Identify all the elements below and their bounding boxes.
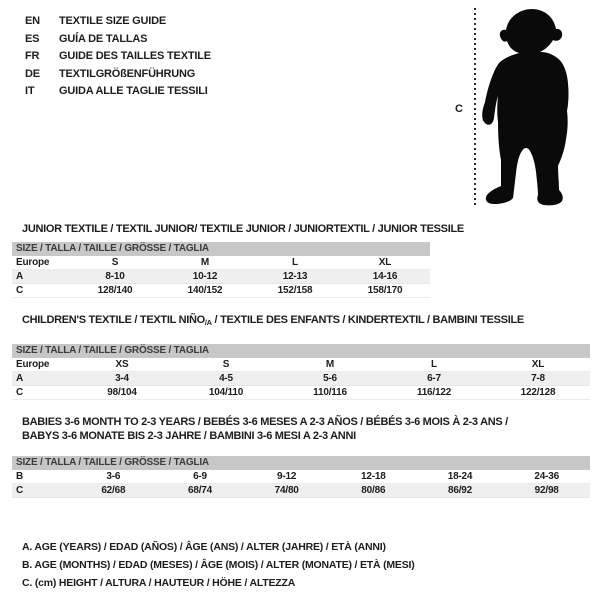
footnotes: [22, 538, 415, 592]
table-cell: 5-6: [323, 373, 337, 384]
table-cell: 9-12: [277, 471, 297, 482]
size-header: SIZE / TALLA / TAILLE / GRÖSSE / TAGLIA: [12, 456, 590, 470]
language-item: [25, 31, 211, 49]
footnote: C. (cm) HEIGHT / ALTURA / HAUTEUR / HÖHE / ALTEZZA: [22, 577, 296, 589]
table-row: [12, 270, 430, 284]
language-code: DE: [25, 67, 40, 80]
row-label: C: [16, 285, 24, 296]
junior-textile-table: [12, 242, 430, 298]
table-cell: 116/122: [416, 387, 452, 398]
title-subscript: /A: [204, 318, 212, 327]
children-textile-table: [12, 344, 590, 400]
table-row: [12, 386, 590, 400]
table-cell: XL: [378, 257, 392, 268]
table-cell: L: [431, 359, 437, 370]
table-cell: S: [111, 257, 119, 268]
table-cell: S: [222, 359, 230, 370]
language-title: TEXTILGRÖßENFÜHRUNG: [59, 67, 196, 80]
language-item: [25, 13, 211, 31]
language-title: GUIDE DES TAILLES TEXTILE: [59, 50, 211, 62]
row-label: B: [16, 471, 24, 482]
row-label: Europe: [16, 359, 50, 370]
language-title: TEXTILE SIZE GUIDE: [59, 15, 167, 27]
table-row: [12, 358, 590, 372]
table-cell: 128/140: [97, 285, 133, 296]
language-code: FR: [25, 50, 40, 62]
footnote: A. AGE (YEARS) / EDAD (AÑOS) / ÂGE (ANS) / ALTER (JAHRE) / ETÀ (ANNI): [22, 541, 386, 553]
table-cell: 3-6: [106, 471, 121, 482]
language-item: [25, 83, 211, 101]
language-item: [25, 66, 211, 84]
babies-table-title: [22, 415, 508, 443]
table-cell: 104/110: [208, 387, 244, 398]
language-title: GUÍA DE TALLAS: [59, 32, 148, 45]
table-cell: 92/98: [534, 485, 559, 496]
table-cell: 24-36: [534, 471, 559, 482]
table-row: [12, 484, 590, 498]
table-cell: 6-9: [193, 471, 207, 482]
table-cell: 86/92: [447, 485, 472, 496]
title-line: BABYS 3-6 MONATE BIS 2-3 JAHRE / BAMBINI 3-6 MESI A 2-3 ANNI: [22, 430, 356, 442]
children-table-title: [22, 313, 524, 328]
table-cell: 80/86: [361, 485, 386, 496]
row-label: C: [16, 485, 24, 496]
row-label: Europe: [16, 257, 50, 268]
table-cell: 152/158: [277, 285, 313, 296]
table-cell: 8-10: [105, 271, 125, 282]
table-cell: 110/116: [313, 387, 347, 398]
table-cell: 68/74: [187, 485, 212, 496]
table-cell: 158/170: [367, 285, 403, 296]
table-cell: 3-4: [115, 373, 129, 384]
row-label: A: [16, 271, 24, 282]
babies-textile-table: [12, 456, 590, 498]
height-measure-label: C: [455, 103, 463, 115]
table-cell: XS: [115, 359, 129, 370]
language-code: IT: [25, 85, 35, 97]
language-item: [25, 48, 211, 66]
table-row: [12, 284, 430, 298]
table-cell: M: [200, 257, 210, 268]
junior-table-title: JUNIOR TEXTILE / TEXTIL JUNIOR/ TEXTILE JUNIOR / JUNIORTEXTIL / JUNIOR TESSILE: [22, 223, 464, 235]
table-cell: 14-16: [372, 271, 398, 282]
table-row: [12, 256, 430, 270]
table-cell: 10-12: [192, 271, 218, 282]
table-cell: 12-18: [361, 471, 386, 482]
language-code: EN: [25, 15, 40, 27]
size-header: SIZE / TALLA / TAILLE / GRÖSSE / TAGLIA: [12, 242, 430, 256]
table-row: [12, 470, 590, 484]
table-cell: 98/104: [107, 387, 137, 398]
table-cell: 62/68: [101, 485, 126, 496]
table-cell: 4-5: [219, 373, 233, 384]
table-cell: 140/152: [187, 285, 223, 296]
table-cell: 12-13: [282, 271, 308, 282]
table-cell: 6-7: [427, 373, 441, 384]
table-cell: M: [325, 359, 335, 370]
size-header: SIZE / TALLA / TAILLE / GRÖSSE / TAGLIA: [12, 344, 590, 358]
language-code: ES: [25, 32, 40, 45]
baby-silhouette-icon: [478, 5, 574, 209]
row-label: A: [16, 373, 24, 384]
footnote: B. AGE (MONTHS) / EDAD (MESES) / ÂGE (MOIS) / ALTER (MONATE) / ETÀ (MESI): [22, 559, 415, 571]
row-label: C: [16, 387, 24, 398]
table-row: [12, 372, 590, 386]
table-cell: 74/80: [274, 485, 299, 496]
language-title: GUIDA ALLE TAGLIE TESSILI: [59, 85, 208, 97]
table-cell: XL: [531, 359, 545, 370]
language-list: [25, 13, 211, 101]
table-cell: L: [292, 257, 298, 268]
table-cell: 7-8: [531, 373, 545, 384]
title-line: BABIES 3-6 MONTH TO 2-3 YEARS / BEBÉS 3-6 MESES A 2-3 AÑOS / BÉBÉS 3-6 MOIS À 2-3 ANS /: [22, 416, 508, 428]
title-text: CHILDREN'S TEXTILE / TEXTIL NIÑO: [22, 314, 205, 326]
table-cell: 122/128: [520, 387, 556, 398]
height-measure-line: [474, 8, 476, 207]
table-cell: 18-24: [447, 471, 473, 482]
title-text: / TEXTILE DES ENFANTS / KINDERTEXTIL / BAMBINI TESSILE: [211, 314, 524, 326]
